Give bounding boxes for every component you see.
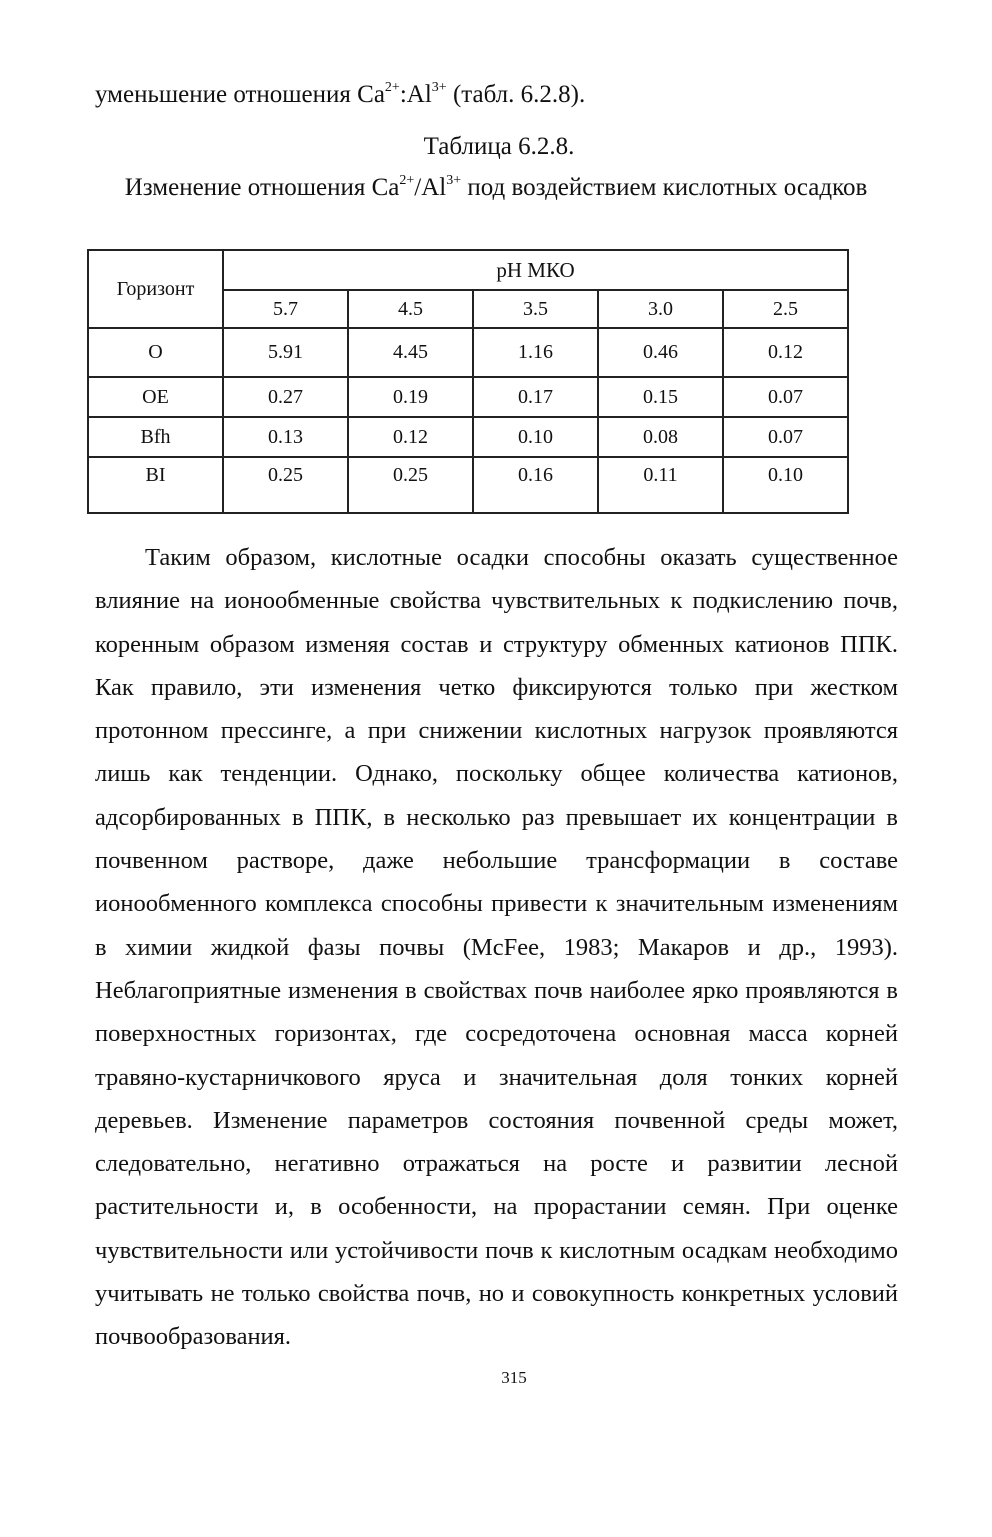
value-cell: 0.19: [348, 377, 473, 417]
value-cell: 0.16: [473, 457, 598, 513]
table-title: [0, 174, 992, 202]
table-title-text: Изменение отношения Ca: [124, 174, 400, 201]
value-cell: 0.17: [473, 377, 598, 417]
value-cell: 0.46: [598, 328, 723, 377]
page-number: 315: [501, 1368, 527, 1387]
table-row: [88, 328, 848, 377]
value-cell: 0.10: [723, 457, 848, 513]
table-title-rest: под воздействием кислотных осадков: [461, 174, 868, 201]
ph-value: 3.0: [598, 290, 723, 328]
body-paragraph: Таким образом, кислотные осадки способны оказать существенное влияние на ионообменные свойства чувствительных к подкислению почв, коренным образом изменяя состав и структуру обменных катионов ППК. Как правило, эти изменения четко фиксируются только при жестком протонном прессинге, а при снижении кислотных нагрузок проявляются лишь как тенденции. Однако, поскольку общее количества катионов, адсорбированных в ППК, в несколько раз превышает их концентрации в почвенном растворе, даже небольшие трансформации в составе ионообменного комплекса способны привести к значительным изменениям в химии жидкой фазы почвы (McFee, 1983; Макаров и др., 1993). Неблагоприятные изменения в свойствах почв наиболее ярко проявляются в поверхностных горизонтах, где сосредоточена основная масса корней травяно-кустарничкового яруса и значительная доля тонких корней деревьев. Изменение параметров состояния почвенной среды может, следовательно, негативно отражаться на росте и развитии лесной растительности и, в особенности, на прорастании семян. При оценке чувствительности или устойчивости почв к кислотным осадкам необходимо учитывать не только свойства почв, но и совокупность конкретных условий почвообразования.: [95, 544, 898, 1351]
intro-text-al: :Al: [399, 81, 432, 108]
ph-value: 4.5: [348, 290, 473, 328]
al-charge: 3+: [431, 80, 447, 95]
table-number: Таблица 6.2.8.: [423, 133, 575, 160]
horizon-cell: BI: [88, 457, 223, 513]
ph-value: 5.7: [223, 290, 348, 328]
value-cell: 0.13: [223, 417, 348, 457]
value-cell: 1.16: [473, 328, 598, 377]
value-cell: 0.12: [723, 328, 848, 377]
title-ca-charge: 2+: [399, 173, 415, 188]
value-cell: 0.27: [223, 377, 348, 417]
value-cell: 0.07: [723, 377, 848, 417]
ph-value: 3.5: [473, 290, 598, 328]
value-cell: 0.25: [348, 457, 473, 513]
horizon-cell: O: [88, 328, 223, 377]
horizon-cell: Bfh: [88, 417, 223, 457]
value-cell: 0.10: [473, 417, 598, 457]
ca-charge: 2+: [384, 80, 400, 95]
value-cell: 0.11: [598, 457, 723, 513]
value-cell: 0.25: [223, 457, 348, 513]
value-cell: 0.12: [348, 417, 473, 457]
table-row: [88, 457, 848, 513]
table-row: [88, 377, 848, 417]
value-cell: 4.45: [348, 328, 473, 377]
ca-al-ratio-table: [87, 249, 849, 514]
table-row: [88, 417, 848, 457]
value-cell: 0.15: [598, 377, 723, 417]
intro-text: уменьшение отношения Ca: [95, 81, 385, 108]
intro-line: [95, 80, 585, 110]
value-cell: 5.91: [223, 328, 348, 377]
value-cell: 0.07: [723, 417, 848, 457]
horizon-cell: OE: [88, 377, 223, 417]
ph-header: pH МКО: [223, 250, 848, 290]
ph-value: 2.5: [723, 290, 848, 328]
horizon-header: Горизонт: [88, 250, 223, 328]
value-cell: 0.08: [598, 417, 723, 457]
intro-reference: (табл. 6.2.8).: [446, 81, 586, 108]
title-al-charge: 3+: [446, 173, 462, 188]
table-title-al: /Al: [414, 174, 447, 201]
